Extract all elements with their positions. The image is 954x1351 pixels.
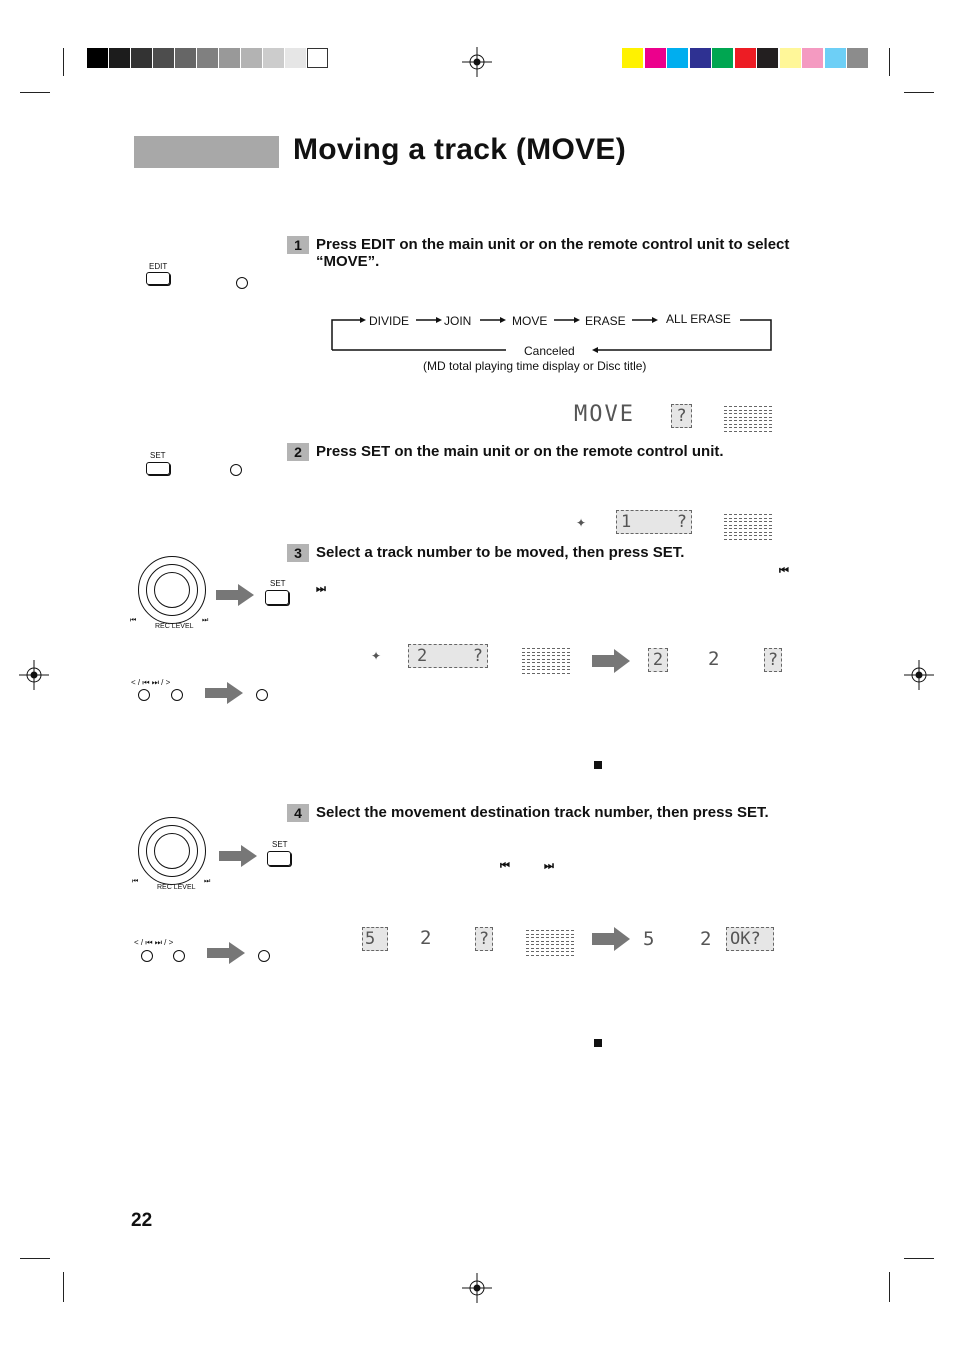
crop-mark [63, 1272, 64, 1302]
gray-swatch [109, 48, 130, 68]
set-button[interactable] [267, 851, 291, 866]
right-arrow-icon [592, 927, 632, 951]
crop-mark [20, 92, 50, 93]
remote-keys-label: < / ⏮ ⏭ / > [131, 678, 171, 687]
color-swatch [667, 48, 688, 68]
step-2-number: 2 [287, 443, 309, 461]
right-arrow-icon [592, 649, 632, 673]
lcd-track-grid [724, 406, 772, 432]
color-swatch [622, 48, 643, 68]
lcd-track-box: 2 [648, 648, 668, 672]
lcd-track-grid [724, 514, 772, 540]
color-swatch [735, 48, 756, 68]
right-arrow-icon [207, 942, 247, 964]
registration-target-icon [462, 47, 492, 77]
flow-all-erase: ALL ERASE [666, 312, 731, 326]
flow-join: JOIN [444, 314, 472, 328]
lcd-question-box: ? [764, 648, 782, 672]
next-track-icon: ⏭ [544, 860, 554, 872]
page-title: Moving a track (MOVE) [293, 133, 627, 166]
color-swatch [780, 48, 801, 68]
lcd-track-grid [522, 648, 570, 674]
gray-swatch [131, 48, 152, 68]
color-swatch [690, 48, 711, 68]
knob-center [154, 572, 190, 608]
remote-set-button[interactable] [258, 950, 270, 962]
rec-level-label: REC LEVEL [157, 884, 196, 891]
crop-mark [889, 1272, 890, 1302]
remote-set-button[interactable] [230, 464, 242, 476]
rec-level-label: REC LEVEL [155, 623, 194, 630]
flow-erase: ERASE [585, 314, 626, 328]
lcd-question: ? [676, 512, 687, 532]
step-1-number: 1 [287, 236, 309, 254]
edit-button[interactable] [146, 272, 170, 285]
right-arrow-icon [205, 682, 245, 704]
title-bar [134, 136, 279, 168]
step-4-number: 4 [287, 804, 309, 822]
crop-mark [904, 1258, 934, 1259]
lcd-track-number: 2 [700, 928, 713, 950]
right-arrow-icon [216, 584, 256, 606]
step-3-number: 3 [287, 544, 309, 562]
knob-prev-icon: ⏮ [130, 617, 137, 624]
flow-note: (MD total playing time display or Disc title) [423, 359, 647, 373]
remote-prev-button[interactable] [141, 950, 153, 962]
registration-target-icon [462, 1273, 492, 1303]
color-swatch [645, 48, 666, 68]
next-track-icon: ⏭ [316, 583, 326, 595]
knob-center [154, 833, 190, 869]
remote-prev-button[interactable] [138, 689, 150, 701]
color-swatch [802, 48, 823, 68]
remote-set-button[interactable] [256, 689, 268, 701]
crop-mark [904, 92, 934, 93]
knob-next-icon: ⏭ [202, 617, 209, 624]
remote-keys-label: < / ⏮ ⏭ / > [134, 938, 174, 947]
edit-button-label: EDIT [149, 262, 168, 271]
step-1-text: Press EDIT on the main unit or on the remote control unit to select “MOVE”. [316, 236, 790, 270]
registration-target-icon [19, 660, 49, 690]
remote-next-button[interactable] [171, 689, 183, 701]
remote-next-button[interactable] [173, 950, 185, 962]
lcd-question-box: ? [475, 927, 493, 951]
flow-move: MOVE [512, 314, 548, 328]
lcd-destination-box: 5 [362, 927, 388, 951]
prev-track-icon: ⏮ [779, 565, 789, 577]
lcd-move-text: MOVE [574, 402, 635, 427]
lcd-track-2: 2 [417, 646, 428, 666]
set-button-label: SET [270, 579, 286, 588]
gray-swatch [197, 48, 218, 68]
set-button[interactable] [146, 462, 170, 475]
lcd-track-select-box [616, 510, 692, 534]
lcd-ok-box: OK? [726, 927, 774, 951]
remote-edit-button[interactable] [236, 277, 248, 289]
gray-swatch [87, 48, 108, 68]
note-bullet-icon [594, 761, 602, 769]
crop-mark [63, 48, 64, 76]
color-swatch [712, 48, 733, 68]
step-4-text: Select the movement destination track number, then press SET. [316, 804, 769, 821]
color-swatch [825, 48, 846, 68]
note-bullet-icon [594, 1039, 602, 1047]
lcd-track-number: 2 [708, 648, 721, 670]
lcd-destination-number: 5 [643, 928, 656, 950]
lcd-cursor-icon: ✦ [576, 516, 587, 530]
lcd-track-grid [526, 930, 574, 956]
knob-prev-icon: ⏮ [132, 878, 139, 885]
step-3-text: Select a track number to be moved, then press SET. [316, 544, 685, 561]
lcd-question: ? [472, 646, 483, 666]
color-swatch [757, 48, 778, 68]
prev-track-icon: ⏮ [500, 860, 510, 872]
page-number: 22 [131, 1210, 153, 1231]
set-button-label: SET [272, 840, 288, 849]
gray-swatch [263, 48, 284, 68]
gray-swatch [307, 48, 328, 68]
gray-swatch [219, 48, 240, 68]
step-2-text: Press SET on the main unit or on the remote control unit. [316, 443, 724, 460]
lcd-track-1: 1 [621, 512, 632, 532]
lcd-cursor-icon: ✦ [371, 649, 382, 663]
gray-swatch [153, 48, 174, 68]
crop-mark [20, 1258, 50, 1259]
flow-canceled: Canceled [524, 344, 575, 358]
lcd-track-select-box [408, 644, 488, 668]
color-swatch [847, 48, 868, 68]
gray-swatch [241, 48, 262, 68]
lcd-question-box: ? [671, 404, 692, 428]
set-button[interactable] [265, 590, 289, 605]
knob-next-icon: ⏭ [204, 878, 211, 885]
set-button-label: SET [150, 451, 166, 460]
crop-mark [889, 48, 890, 76]
gray-swatch [175, 48, 196, 68]
flow-divide: DIVIDE [369, 314, 410, 328]
right-arrow-icon [219, 845, 259, 867]
lcd-track-number: 2 [420, 927, 433, 949]
gray-swatch [285, 48, 306, 68]
registration-target-icon [904, 660, 934, 690]
